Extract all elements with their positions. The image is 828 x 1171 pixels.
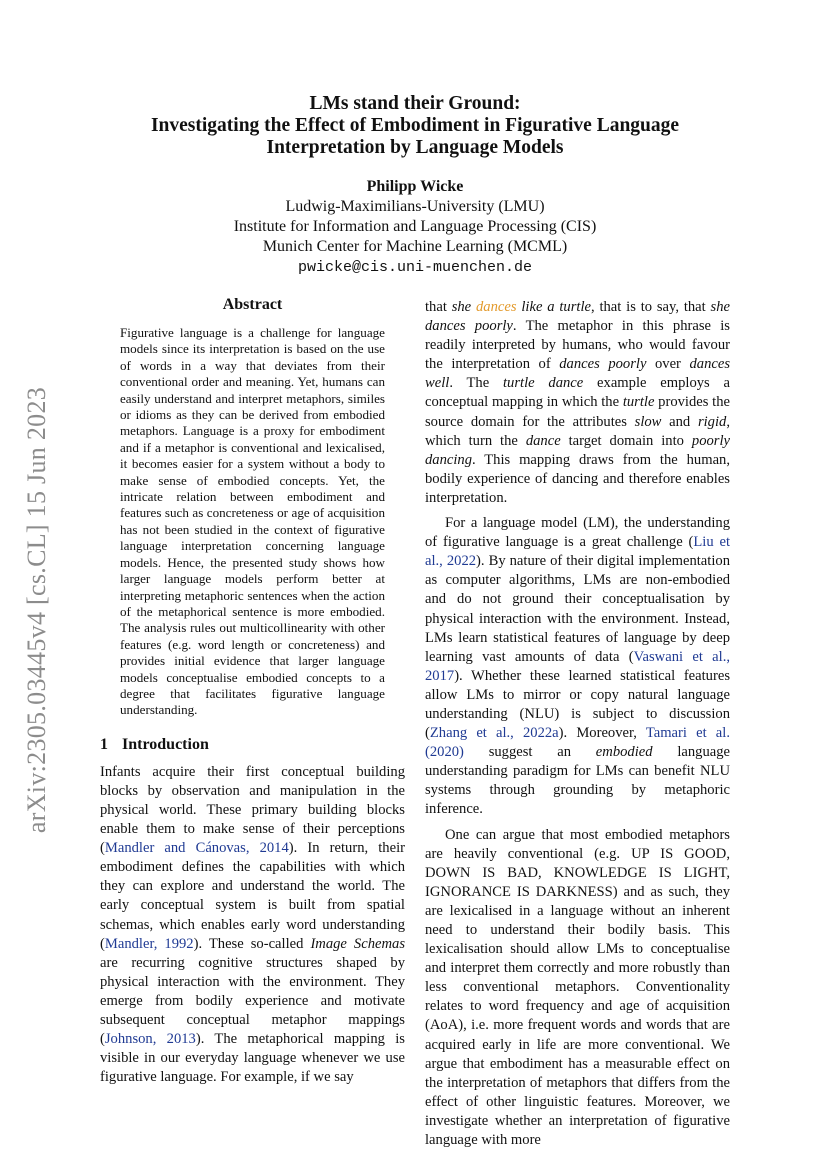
text-run: suggest an <box>463 744 596 761</box>
citation-link[interactable]: Mandler and Cánovas, 2014 <box>104 840 289 857</box>
text-run: ). By nature of their digital implementation as computer algorithms, LMs are non-embodied and do not ground their conceptualisation by physical interaction with the environment. Instead, LMs learn statistical features of language by deep learning vast amounts of data ( <box>425 553 730 665</box>
title-line-2: Investigating the Effect of Embodiment in Figurative Language <box>150 115 680 136</box>
section-number: 1 <box>100 735 108 753</box>
citation-link[interactable]: Liu et al., 2022 <box>425 534 730 570</box>
affiliation-1: Ludwig-Maximilians-University (LMU) <box>285 198 545 215</box>
text-run: Infants acquire their first conceptual building blocks by observation and manipulation in the physical world. These primary building blocks enable them to make sense of their perceptions ( <box>100 763 405 857</box>
italic-term: Image Schemas <box>310 935 405 952</box>
citation-link[interactable]: Johnson, 2013 <box>104 1031 196 1048</box>
intro-paragraph-1 <box>100 763 405 1088</box>
italic-term: slow <box>634 413 662 430</box>
italic-term: she dances poorly <box>425 299 731 335</box>
text-run: ). These so-called <box>193 935 311 952</box>
text-run: ). Moreover, <box>558 725 646 742</box>
citation-link[interactable]: Vaswani et al., 2017 <box>425 648 730 684</box>
italic-term: rigid <box>697 413 727 430</box>
author-name: Philipp Wicke <box>366 178 464 195</box>
text-run: ). In return, their embodiment defines the capabilities with which they can explore and understand the world. The early conceptual system is built from spatial schemas, which enables early word understanding ( <box>100 840 405 952</box>
text-run: , that is to say, that <box>590 299 711 315</box>
citation-link[interactable]: Tamari et al. (2020) <box>425 725 730 761</box>
paper-header <box>100 93 730 278</box>
affiliation-2: Institute for Information and Language Processing (CIS) <box>233 218 597 235</box>
text-run: are recurring cognitive structures shaped by physical interaction with the environment. They emerge from bodily experience and motivate subsequent conceptual metaphor mappings ( <box>100 954 405 1048</box>
text-run: For a language model (LM), the understanding of figurative language is a great challenge ( <box>425 515 730 551</box>
italic-term: dance <box>525 432 561 449</box>
right-column <box>425 298 730 1150</box>
abstract-body: Figurative language is a challenge for language models since its interpretation is based on the use of words in a way that deviates from their conventional order and meaning. Yet, humans can easily understand and interpret metaphors, similes or idioms as they can be derived from embodied metaphors. Language is a proxy for embodiment and if a metaphor is conventional and lexicalised, it becomes easier for a system without a body to make sense of embodied concepts. Yet, the intricate relation between embodiment and features such as concreteness or age of acquisition has not been studied in the context of figurative language interpretation concerning language models. Hence, the presented study shows how larger language models perform better at interpreting metaphoric sentences when the action of the metaphorical sentence is more embodied. The analysis rules out multicollinearity with other features (e.g. word length or concreteness) and provides initial evidence that larger language models conceptualise embodied concepts to a degree that facilitates figurative language understanding. <box>120 325 385 718</box>
right-paragraph-1 <box>425 298 730 508</box>
text-run: . The metaphor in this phrase is readily interpreted by humans, who would favour the interpretation of <box>425 318 730 373</box>
right-paragraph-3: One can argue that most embodied metaphors are heavily conventional (e.g. UP IS GOOD, DOWN IS BAD, KNOWLEDGE IS LIGHT, IGNORANCE IS DARKNESS) and as such, they are lexicalised in a language without an inherent need to understand their bodily basis. This lexicalisation should allow LMs to conceptualise and interpret them correctly and more robustly than less conventional metaphors. Conventionality relates to word frequency and age of acquisition (AoA), i.e. more frequent words and words that are acquired early in life are more conventional. We argue that embodiment has a measurable effect on the interpretation of metaphors that differs from the effect of other linguistic features. Moreover, we investigate whether an interpretation of figurative language with more <box>425 826 730 1149</box>
text-run: ). The metaphorical mapping is visible in our everyday language whenever we use figurative language. For example, if we say <box>100 1031 405 1086</box>
italic-term: turtle <box>622 394 655 411</box>
text-run: example employs a conceptual mapping in which the <box>425 375 731 411</box>
italic-term: dances well <box>425 356 730 392</box>
text-run: . The <box>449 375 503 392</box>
title-line-1: LMs stand their Ground: <box>309 93 521 114</box>
section-heading-introduction <box>100 735 405 755</box>
highlighted-word: dances <box>476 299 517 315</box>
text-run: . This mapping draws from the human, bodily experience of dancing and therefore enables interpretation. <box>425 451 730 506</box>
text-run: , which turn the <box>425 413 730 449</box>
italic-term: dances poorly <box>559 356 647 373</box>
arxiv-id-text: arXiv:2305.03445v4 [cs.CL] 15 Jun 2023 <box>22 386 52 834</box>
text-run: ). Whether these learned statistical features allow LMs to mirror or copy natural language understanding (NLU) is subject to discussion ( <box>425 667 730 742</box>
right-paragraph-2 <box>425 514 730 820</box>
abstract-heading: Abstract <box>222 296 283 313</box>
text-run: provides the source domain for the attributes <box>425 394 730 430</box>
affiliation-3: Munich Center for Machine Learning (MCML) <box>262 238 568 255</box>
text-run: and <box>661 413 698 430</box>
author-email[interactable]: pwicke@cis.uni-muenchen.de <box>297 259 533 276</box>
citation-link[interactable]: Mandler, 1992 <box>104 935 194 952</box>
italic-term: she <box>451 299 472 315</box>
section-title: Introduction <box>122 735 209 753</box>
text-run: target domain into <box>560 432 692 449</box>
italic-term: embodied <box>595 744 653 761</box>
text-run: over <box>646 356 690 373</box>
italic-term: like a turtle <box>521 299 591 315</box>
italic-term: turtle dance <box>503 375 584 392</box>
arxiv-identifier-stamp <box>20 370 54 850</box>
left-column <box>100 295 405 1087</box>
text-run: language understanding paradigm for LMs can benefit NLU systems through grounding by metaphoric inference. <box>425 744 730 818</box>
text-run: that <box>425 299 452 315</box>
title-line-3: Interpretation by Language Models <box>266 137 564 158</box>
citation-link[interactable]: Zhang et al., 2022a <box>429 725 559 742</box>
italic-term: poorly dancing <box>425 432 730 468</box>
